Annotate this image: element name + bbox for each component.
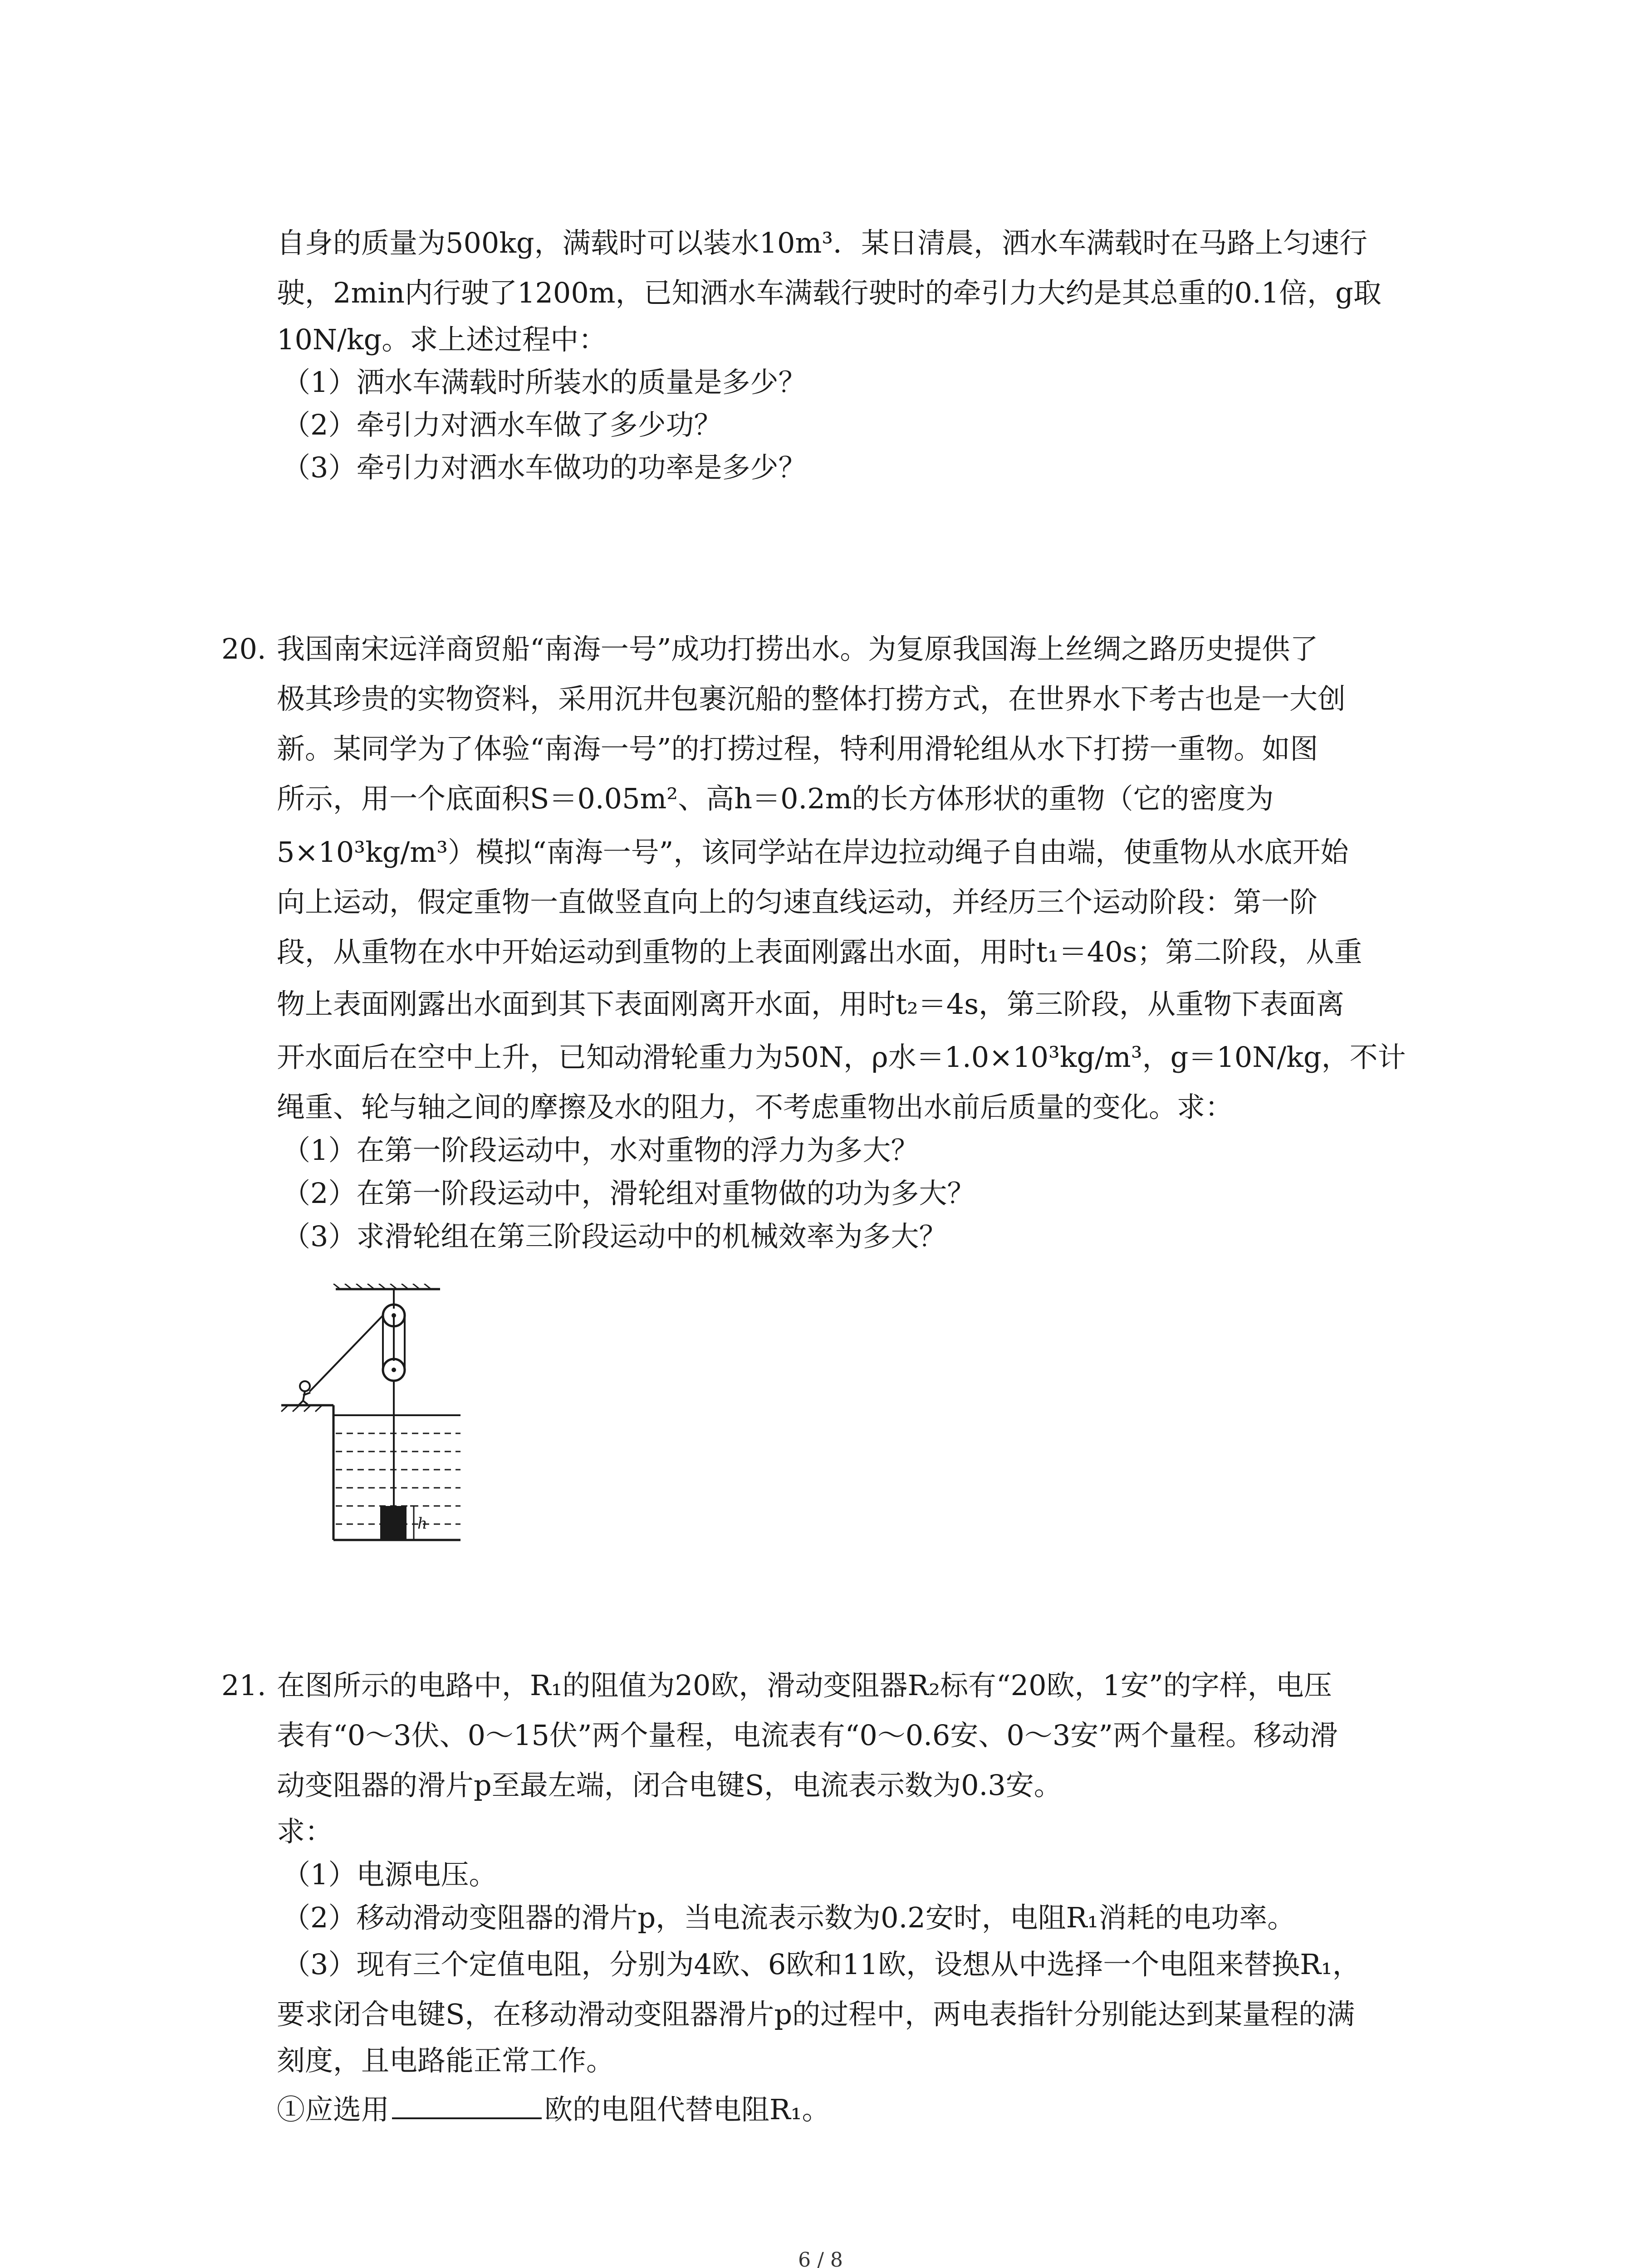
page-number: 6 / 8 — [798, 2248, 843, 2268]
q21-answer-line — [277, 2092, 830, 2124]
q20-sub-2: （2）在第一阶段运动中，滑轮组对重物做的功为多大？ — [282, 1177, 975, 1210]
q21-answer-prefix: ①应选用 — [277, 2093, 390, 2126]
q21-answer-suffix: 欧的电阻代替电阻R₁。 — [544, 2093, 830, 2126]
q20-sub-3: （3）求滑轮组在第三阶段运动中的机械效率为多大？ — [282, 1220, 947, 1253]
q21-line-1: 在图所示的电路中，R₁的阻值为20欧，滑动变阻器R₂标有“20欧，1安”的字样，电压 — [277, 1669, 1332, 1702]
q21-line-4: 求： — [277, 1815, 333, 1848]
q19-line-2: 驶，2min内行驶了1200m，已知洒水车满载行驶时的牵引力大约是其总重的0.1倍，g取 — [277, 276, 1381, 309]
q20-line-6: 向上运动，假定重物一直做竖直向上的匀速直线运动，并经历三个运动阶段：第一阶 — [277, 885, 1318, 919]
weight-block — [380, 1506, 407, 1540]
q19-sub-1: （1）洒水车满载时所装水的质量是多少？ — [282, 366, 807, 399]
q20-line-3: 新。某同学为了体验“南海一号”的打捞过程，特利用滑轮组从水下打捞一重物。如图 — [277, 732, 1318, 765]
q21-sub-1: （1）电源电压。 — [282, 1858, 497, 1891]
pulley-figure — [277, 1284, 467, 1547]
q20-number: 20. — [221, 632, 266, 665]
q21-line-5: 要求闭合电键S，在移动滑动变阻器滑片p的过程中，两电表指针分别能达到某量程的满 — [277, 1998, 1355, 2031]
q19-line-3: 10N/kg。求上述过程中： — [277, 323, 607, 356]
person-head — [300, 1381, 310, 1391]
q19-sub-2: （2）牵引力对洒水车做了多少功？ — [282, 408, 722, 441]
q20-line-2: 极其珍贵的实物资料，采用沉井包裹沉船的整体打捞方式，在世界水下考古也是一大创 — [277, 682, 1346, 715]
q20-line-1: 我国南宋远洋商贸船“南海一号”成功打捞出水。为复原我国海上丝绸之路历史提供了 — [277, 632, 1318, 665]
q20-line-4: 所示，用一个底面积S＝0.05m²、高h＝0.2m的长方体形状的重物（它的密度为 — [277, 782, 1274, 815]
q19-line-1: 自身的质量为500kg，满载时可以装水10m³．某日清晨，洒水车满载时在马路上匀速行 — [277, 226, 1368, 259]
q21-answer-blank[interactable] — [392, 2092, 542, 2119]
q20-line-10: 绳重、轮与轴之间的摩擦及水的阻力，不考虑重物出水前后质量的变化。求： — [277, 1090, 1234, 1124]
q20-line-9: 开水面后在空中上升，已知动滑轮重力为50N，ρ水＝1.0×10³kg/m³，g＝10N/kg，不计 — [277, 1041, 1406, 1074]
q20-line-7: 段，从重物在水中开始运动到重物的上表面刚露出水面，用时t₁＝40s；第二阶段，从重 — [277, 935, 1362, 968]
q21-sub-3: （3）现有三个定值电阻，分别为4欧、6欧和11欧，设想从中选择一个电阻来替换R₁， — [282, 1948, 1361, 1981]
q21-line-6: 刻度，且电路能正常工作。 — [277, 2044, 615, 2077]
q20-sub-1: （1）在第一阶段运动中，水对重物的浮力为多大？ — [282, 1134, 919, 1167]
q19-sub-3: （3）牵引力对洒水车做功的功率是多少？ — [282, 451, 807, 484]
height-label: h — [417, 1515, 427, 1533]
q21-number: 21. — [221, 1669, 266, 1702]
q20-line-5: 5×10³kg/m³）模拟“南海一号”，该同学站在岸边拉动绳子自由端，使重物从水底开始 — [277, 836, 1349, 869]
q21-sub-2: （2）移动滑动变阻器的滑片p，当电流表示数为0.2安时，电阻R₁消耗的电功率。 — [282, 1901, 1296, 1934]
q21-line-2: 表有“0～3伏、0～15伏”两个量程，电流表有“0～0.6安、0～3安”两个量程。移动滑 — [277, 1719, 1338, 1752]
q20-line-8: 物上表面刚露出水面到其下表面刚离开水面，用时t₂＝4s，第三阶段，从重物下表面离 — [277, 987, 1345, 1021]
q21-line-3: 动变阻器的滑片p至最左端，闭合电键S，电流表示数为0.3安。 — [277, 1769, 1062, 1802]
